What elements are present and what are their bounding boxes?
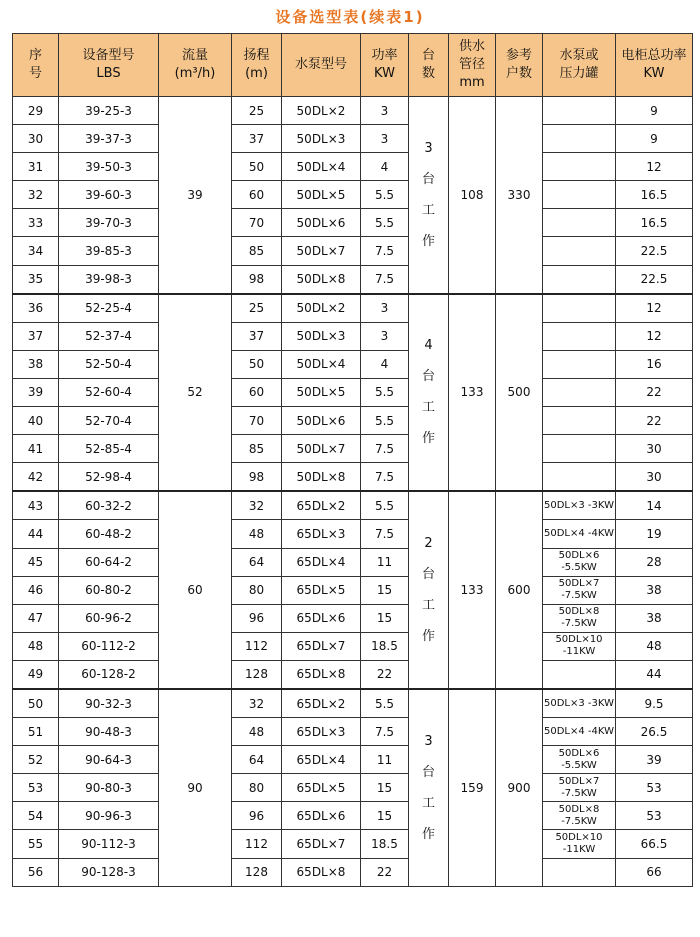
cell-power: 15 — [361, 774, 409, 802]
cell-tank — [543, 858, 616, 886]
cell-households: 600 — [496, 491, 543, 689]
cell-power: 3 — [361, 294, 409, 323]
cell-head: 70 — [232, 407, 282, 435]
cell-cabinet: 12 — [616, 294, 693, 323]
cell-tank — [543, 435, 616, 463]
cell-cabinet: 16.5 — [616, 181, 693, 209]
cell-power: 22 — [361, 858, 409, 886]
cell-seq: 49 — [13, 660, 59, 689]
cell-seq: 33 — [13, 209, 59, 237]
cell-pump: 65DL×4 — [282, 548, 361, 576]
cell-pump: 50DL×3 — [282, 125, 361, 153]
cell-model: 39-60-3 — [59, 181, 159, 209]
units-text: 台 — [421, 171, 435, 187]
page-title: 设备选型表(续表1) — [275, 8, 425, 26]
cell-pump: 50DL×5 — [282, 378, 361, 406]
cell-power: 7.5 — [361, 463, 409, 492]
table-row — [13, 858, 693, 886]
units-text: 作 — [421, 629, 435, 645]
cell-head: 64 — [232, 746, 282, 774]
cell-seq: 42 — [13, 463, 59, 492]
cell-power: 18.5 — [361, 830, 409, 858]
header-seq: 序 号 — [13, 34, 59, 97]
cell-power: 15 — [361, 576, 409, 604]
cell-tank: 50DL×3 -3KW — [543, 689, 616, 718]
cell-pump: 65DL×5 — [282, 774, 361, 802]
header-units: 台 数 — [409, 34, 449, 97]
cell-seq: 56 — [13, 858, 59, 886]
cell-pump: 50DL×5 — [282, 181, 361, 209]
units-text: 台 — [421, 369, 435, 385]
cell-model: 39-37-3 — [59, 125, 159, 153]
cell-tank: 50DL×7 -7.5KW — [543, 774, 616, 802]
cell-head: 50 — [232, 153, 282, 181]
cell-seq: 39 — [13, 378, 59, 406]
cell-power: 5.5 — [361, 209, 409, 237]
cell-pump: 65DL×5 — [282, 576, 361, 604]
cell-model: 52-50-4 — [59, 350, 159, 378]
cell-cabinet: 12 — [616, 322, 693, 350]
cell-cabinet: 66 — [616, 858, 693, 886]
cell-pump: 50DL×8 — [282, 463, 361, 492]
cell-pump: 65DL×6 — [282, 604, 361, 632]
cell-seq: 52 — [13, 746, 59, 774]
units-text: 3 — [424, 140, 433, 156]
cell-power: 3 — [361, 125, 409, 153]
cell-units — [409, 294, 449, 492]
cell-pump: 50DL×4 — [282, 350, 361, 378]
cell-seq: 41 — [13, 435, 59, 463]
table-row — [13, 463, 693, 492]
cell-tank — [543, 294, 616, 323]
cell-power: 11 — [361, 548, 409, 576]
cell-model: 60-64-2 — [59, 548, 159, 576]
cell-head: 60 — [232, 181, 282, 209]
cell-model: 52-85-4 — [59, 435, 159, 463]
cell-pipe: 108 — [449, 97, 496, 294]
cell-tank: 50DL×4 -4KW — [543, 520, 616, 548]
cell-tank — [543, 237, 616, 265]
cell-power: 5.5 — [361, 689, 409, 718]
cell-tank: 50DL×4 -4KW — [543, 718, 616, 746]
cell-model: 39-25-3 — [59, 97, 159, 125]
cell-pump: 65DL×4 — [282, 746, 361, 774]
cell-model: 60-32-2 — [59, 491, 159, 520]
units-text: 作 — [421, 233, 435, 249]
cell-model: 39-98-3 — [59, 265, 159, 294]
cell-head: 60 — [232, 378, 282, 406]
cell-power: 7.5 — [361, 265, 409, 294]
cell-power: 5.5 — [361, 491, 409, 520]
table-body — [13, 97, 693, 887]
units-text: 2 — [424, 536, 433, 552]
header-cabinet: 电柜总功率 KW — [616, 34, 693, 97]
header-model: 设备型号 LBS — [59, 34, 159, 97]
table-row — [13, 181, 693, 209]
table-row — [13, 802, 693, 830]
cell-cabinet: 53 — [616, 774, 693, 802]
cell-power: 5.5 — [361, 407, 409, 435]
cell-model: 60-96-2 — [59, 604, 159, 632]
cell-pump: 65DL×6 — [282, 802, 361, 830]
cell-model: 60-112-2 — [59, 632, 159, 660]
cell-pump: 50DL×3 — [282, 322, 361, 350]
cell-power: 15 — [361, 604, 409, 632]
cell-power: 7.5 — [361, 435, 409, 463]
cell-households: 500 — [496, 294, 543, 492]
table-row — [13, 718, 693, 746]
cell-tank — [543, 153, 616, 181]
units-text: 作 — [421, 431, 435, 447]
cell-cabinet: 16.5 — [616, 209, 693, 237]
cell-model: 90-64-3 — [59, 746, 159, 774]
cell-pump: 65DL×8 — [282, 660, 361, 689]
table-row — [13, 576, 693, 604]
cell-pump: 65DL×3 — [282, 718, 361, 746]
cell-pump: 65DL×3 — [282, 520, 361, 548]
table-row — [13, 97, 693, 125]
cell-head: 80 — [232, 774, 282, 802]
cell-tank — [543, 181, 616, 209]
cell-cabinet: 44 — [616, 660, 693, 689]
cell-seq: 53 — [13, 774, 59, 802]
cell-tank — [543, 125, 616, 153]
cell-head: 80 — [232, 576, 282, 604]
cell-pump: 65DL×7 — [282, 830, 361, 858]
cell-cabinet: 39 — [616, 746, 693, 774]
cell-tank — [543, 350, 616, 378]
cell-power: 11 — [361, 746, 409, 774]
cell-pipe: 133 — [449, 491, 496, 689]
cell-model: 60-48-2 — [59, 520, 159, 548]
cell-model: 52-70-4 — [59, 407, 159, 435]
cell-pump: 50DL×6 — [282, 407, 361, 435]
cell-power: 7.5 — [361, 718, 409, 746]
cell-cabinet: 12 — [616, 153, 693, 181]
cell-tank: 50DL×7 -7.5KW — [543, 576, 616, 604]
cell-seq: 29 — [13, 97, 59, 125]
cell-head: 37 — [232, 125, 282, 153]
cell-power: 3 — [361, 322, 409, 350]
cell-units — [409, 97, 449, 294]
header-pump: 水泵型号 — [282, 34, 361, 97]
cell-cabinet: 22.5 — [616, 265, 693, 294]
cell-tank: 50DL×6 -5.5KW — [543, 746, 616, 774]
cell-cabinet: 48 — [616, 632, 693, 660]
cell-head: 85 — [232, 435, 282, 463]
table-row — [13, 548, 693, 576]
header-tank: 水泵或 压力罐 — [543, 34, 616, 97]
table-row — [13, 322, 693, 350]
cell-head: 96 — [232, 802, 282, 830]
cell-head: 37 — [232, 322, 282, 350]
units-text: 工 — [421, 598, 435, 614]
cell-pump: 65DL×7 — [282, 632, 361, 660]
cell-cabinet: 9.5 — [616, 689, 693, 718]
cell-tank: 50DL×6 -5.5KW — [543, 548, 616, 576]
table-row — [13, 265, 693, 294]
cell-seq: 37 — [13, 322, 59, 350]
cell-pump: 50DL×2 — [282, 294, 361, 323]
table-row — [13, 774, 693, 802]
table-row — [13, 746, 693, 774]
table-row — [13, 407, 693, 435]
cell-model: 60-80-2 — [59, 576, 159, 604]
units-text: 作 — [421, 826, 435, 842]
cell-cabinet: 16 — [616, 350, 693, 378]
cell-tank: 50DL×8 -7.5KW — [543, 802, 616, 830]
cell-seq: 32 — [13, 181, 59, 209]
cell-model: 52-60-4 — [59, 378, 159, 406]
cell-pump: 50DL×2 — [282, 97, 361, 125]
table-row — [13, 209, 693, 237]
table-row — [13, 350, 693, 378]
cell-model: 90-96-3 — [59, 802, 159, 830]
cell-head: 112 — [232, 632, 282, 660]
cell-cabinet: 30 — [616, 435, 693, 463]
cell-model: 52-98-4 — [59, 463, 159, 492]
cell-power: 4 — [361, 350, 409, 378]
cell-power: 22 — [361, 660, 409, 689]
cell-cabinet: 9 — [616, 125, 693, 153]
cell-cabinet: 9 — [616, 97, 693, 125]
header-power: 功率 KW — [361, 34, 409, 97]
table-row — [13, 237, 693, 265]
cell-seq: 44 — [13, 520, 59, 548]
table-row — [13, 604, 693, 632]
units-text: 工 — [421, 202, 435, 218]
cell-seq: 31 — [13, 153, 59, 181]
cell-head: 32 — [232, 689, 282, 718]
cell-pump: 65DL×2 — [282, 689, 361, 718]
table-row — [13, 632, 693, 660]
cell-seq: 45 — [13, 548, 59, 576]
cell-pump: 65DL×2 — [282, 491, 361, 520]
cell-cabinet: 22 — [616, 378, 693, 406]
units-text: 工 — [421, 795, 435, 811]
cell-seq: 48 — [13, 632, 59, 660]
cell-head: 48 — [232, 718, 282, 746]
cell-flow: 60 — [159, 491, 232, 689]
header-head: 扬程 (m) — [232, 34, 282, 97]
cell-households: 900 — [496, 689, 543, 886]
cell-cabinet: 14 — [616, 491, 693, 520]
cell-tank — [543, 265, 616, 294]
cell-model: 39-70-3 — [59, 209, 159, 237]
cell-units — [409, 491, 449, 689]
table-row — [13, 378, 693, 406]
cell-pipe: 159 — [449, 689, 496, 886]
cell-tank — [543, 660, 616, 689]
cell-seq: 54 — [13, 802, 59, 830]
table-row — [13, 660, 693, 689]
table-row — [13, 125, 693, 153]
cell-model: 90-128-3 — [59, 858, 159, 886]
header-households: 参考 户数 — [496, 34, 543, 97]
cell-households: 330 — [496, 97, 543, 294]
cell-cabinet: 66.5 — [616, 830, 693, 858]
cell-power: 15 — [361, 802, 409, 830]
cell-model: 52-25-4 — [59, 294, 159, 323]
selection-table — [12, 33, 693, 887]
table-row — [13, 153, 693, 181]
cell-tank: 50DL×8 -7.5KW — [543, 604, 616, 632]
cell-seq: 35 — [13, 265, 59, 294]
cell-power: 18.5 — [361, 632, 409, 660]
cell-head: 25 — [232, 97, 282, 125]
cell-model: 90-112-3 — [59, 830, 159, 858]
cell-cabinet: 30 — [616, 463, 693, 492]
cell-model: 39-50-3 — [59, 153, 159, 181]
cell-cabinet: 38 — [616, 576, 693, 604]
cell-seq: 36 — [13, 294, 59, 323]
cell-tank — [543, 407, 616, 435]
cell-pump: 50DL×7 — [282, 435, 361, 463]
cell-pump: 50DL×8 — [282, 265, 361, 294]
cell-head: 98 — [232, 463, 282, 492]
cell-cabinet: 28 — [616, 548, 693, 576]
cell-power: 5.5 — [361, 181, 409, 209]
cell-head: 48 — [232, 520, 282, 548]
cell-model: 90-32-3 — [59, 689, 159, 718]
cell-seq: 40 — [13, 407, 59, 435]
cell-head: 85 — [232, 237, 282, 265]
cell-model: 60-128-2 — [59, 660, 159, 689]
cell-seq: 43 — [13, 491, 59, 520]
cell-seq: 50 — [13, 689, 59, 718]
cell-power: 7.5 — [361, 237, 409, 265]
cell-model: 90-80-3 — [59, 774, 159, 802]
header-row — [13, 34, 693, 97]
cell-tank — [543, 322, 616, 350]
units-text: 工 — [421, 400, 435, 416]
cell-cabinet: 19 — [616, 520, 693, 548]
cell-seq: 51 — [13, 718, 59, 746]
cell-tank: 50DL×3 -3KW — [543, 491, 616, 520]
cell-tank — [543, 378, 616, 406]
cell-flow: 90 — [159, 689, 232, 886]
cell-seq: 38 — [13, 350, 59, 378]
cell-head: 64 — [232, 548, 282, 576]
cell-head: 50 — [232, 350, 282, 378]
units-text: 3 — [424, 733, 433, 749]
cell-power: 7.5 — [361, 520, 409, 548]
cell-cabinet: 22 — [616, 407, 693, 435]
cell-cabinet: 22.5 — [616, 237, 693, 265]
cell-flow: 52 — [159, 294, 232, 492]
cell-head: 25 — [232, 294, 282, 323]
table-row — [13, 520, 693, 548]
header-flow: 流量 (m³/h) — [159, 34, 232, 97]
cell-cabinet: 53 — [616, 802, 693, 830]
table-row — [13, 435, 693, 463]
cell-model: 52-37-4 — [59, 322, 159, 350]
cell-cabinet: 38 — [616, 604, 693, 632]
units-text: 台 — [421, 764, 435, 780]
cell-head: 70 — [232, 209, 282, 237]
cell-cabinet: 26.5 — [616, 718, 693, 746]
units-text: 台 — [421, 567, 435, 583]
table-row — [13, 294, 693, 323]
cell-head: 128 — [232, 858, 282, 886]
units-text: 4 — [424, 338, 433, 354]
cell-pump: 50DL×7 — [282, 237, 361, 265]
header-pipe: 供水 管径 mm — [449, 34, 496, 97]
cell-head: 128 — [232, 660, 282, 689]
cell-tank — [543, 209, 616, 237]
cell-tank: 50DL×10 -11KW — [543, 830, 616, 858]
cell-seq: 55 — [13, 830, 59, 858]
cell-head: 32 — [232, 491, 282, 520]
cell-head: 96 — [232, 604, 282, 632]
table-row — [13, 689, 693, 718]
cell-seq: 34 — [13, 237, 59, 265]
cell-pump: 65DL×8 — [282, 858, 361, 886]
cell-model: 39-85-3 — [59, 237, 159, 265]
table-row — [13, 830, 693, 858]
table-row — [13, 491, 693, 520]
cell-head: 98 — [232, 265, 282, 294]
cell-seq: 47 — [13, 604, 59, 632]
cell-seq: 30 — [13, 125, 59, 153]
cell-pump: 50DL×4 — [282, 153, 361, 181]
cell-power: 4 — [361, 153, 409, 181]
cell-pipe: 133 — [449, 294, 496, 492]
cell-power: 5.5 — [361, 378, 409, 406]
cell-units — [409, 689, 449, 886]
cell-seq: 46 — [13, 576, 59, 604]
cell-tank — [543, 463, 616, 492]
cell-flow: 39 — [159, 97, 232, 294]
cell-power: 3 — [361, 97, 409, 125]
cell-head: 112 — [232, 830, 282, 858]
cell-model: 90-48-3 — [59, 718, 159, 746]
cell-tank — [543, 97, 616, 125]
cell-tank: 50DL×10 -11KW — [543, 632, 616, 660]
cell-pump: 50DL×6 — [282, 209, 361, 237]
